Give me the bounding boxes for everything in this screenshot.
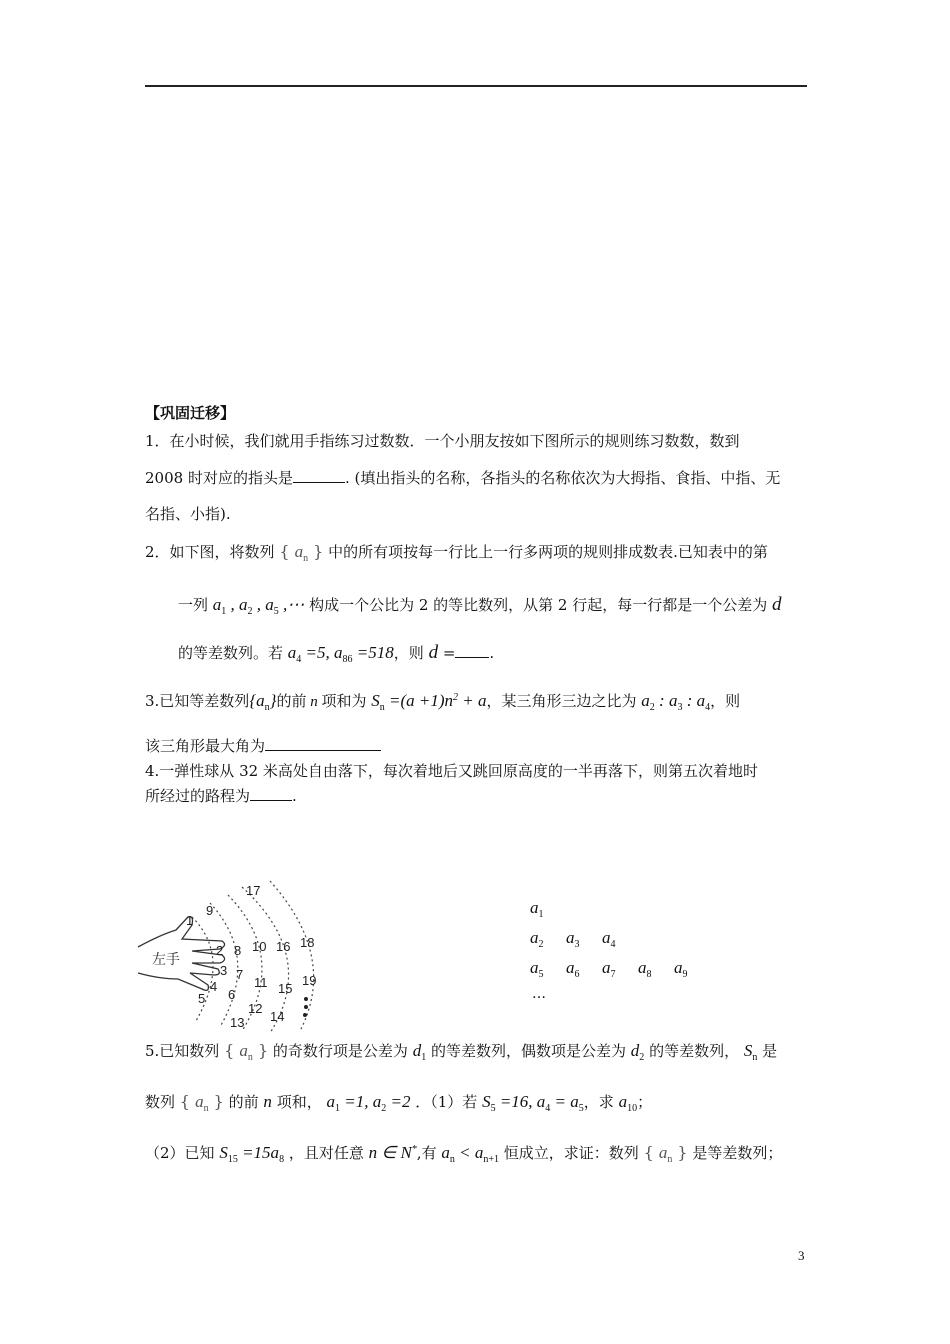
q3-line1-b: 的前: [276, 692, 307, 710]
q5-line3-a: （2）已知: [145, 1144, 215, 1162]
section-title: 【巩固迁移】: [145, 404, 236, 422]
num-15: 15: [278, 981, 293, 996]
table-a3: $a_3$: [566, 928, 580, 950]
d-symbol-2: d: [428, 642, 439, 663]
num-3: 3: [220, 963, 228, 978]
q5-line1-d: 的等差数列，: [649, 1042, 740, 1060]
num-16: 16: [276, 939, 291, 954]
num-6: 6: [228, 987, 236, 1002]
q2-line1: [145, 541, 768, 564]
q5-line3: [145, 1142, 782, 1165]
q2-line1-a: 2．如下图，将数列: [145, 543, 275, 561]
table-a9: $a_9$: [674, 958, 688, 980]
q4-line1: 4.一弹性球从 32 米高处自由落下，每次着地后又跳回原高度的一半再落下，则第五次着地时: [145, 762, 758, 780]
n-in-nstar-formula: n ∈ N*: [368, 1143, 417, 1162]
q2-line2-b: 构成一个公比为 2 的等比数列，从第 2 行起，每一行都是一个公差为: [309, 596, 768, 614]
seq-an-set: $\{a_n\}$: [249, 691, 277, 713]
num-2: 2: [216, 943, 224, 958]
num-19: 19: [302, 973, 317, 988]
q5-line3-b: ，且对任意: [288, 1144, 364, 1162]
q5-line2-a: 数列: [145, 1093, 176, 1111]
q5-line3-e: 是等差数列；: [692, 1144, 783, 1162]
ratio-formula: $a_2$ : $a_3$ : $a_4$: [641, 691, 711, 713]
n-symbol: n: [306, 694, 322, 710]
q5-line1-b: 的奇数行项是公差为: [272, 1042, 408, 1060]
part1-condition-formula: $S_5 =16$, $a_4 = a_5$: [482, 1092, 584, 1114]
q2-line3-c: .: [489, 644, 495, 662]
q5-line2: [145, 1091, 652, 1114]
q1-line2-a: 2008 时对应的指头是: [145, 469, 293, 487]
q3-line1-d: ，某三角形三边之比为: [486, 692, 637, 710]
table-a6: $a_6$: [566, 958, 580, 980]
q4-line2-b: .: [292, 787, 297, 805]
q2-answer-blank[interactable]: [455, 643, 489, 658]
q1-answer-blank[interactable]: [293, 468, 345, 483]
hand-label: 左手: [152, 951, 180, 967]
first-column-formula: $a_1$ , $a_2$ , $a_5$ ,⋯: [212, 595, 305, 617]
a10-symbol: $a_{10}$: [618, 1092, 638, 1114]
number-table-figure: [530, 898, 710, 1010]
dot-1: [304, 997, 308, 1001]
d-symbol: d: [772, 594, 782, 615]
q3-answer-blank[interactable]: [265, 736, 381, 751]
page-number: 3: [798, 1248, 805, 1263]
q2-line3: 的等差数列。若 $a_4 =5$, $a_{86} =518$，则 d = .: [178, 642, 495, 665]
num-4: 4: [210, 979, 218, 994]
q2-line3-b: ，则: [393, 644, 424, 662]
sn-symbol: $S_n$: [743, 1041, 758, 1063]
num-12: 12: [248, 1001, 263, 1016]
q3-line1-c: 项和为: [321, 692, 367, 710]
q2-line2: [178, 594, 782, 617]
q5-seq-an-2: { $a_n$ }: [179, 1092, 224, 1114]
q2-line3-a: 的等差数列。若: [178, 644, 284, 662]
q5-line1-e: 是: [762, 1042, 778, 1060]
num-5: 5: [198, 991, 206, 1006]
table-a5: $a_5$: [530, 958, 544, 980]
q5-line1: [145, 1040, 777, 1063]
q2-line1-b: 中的所有项按每一行比上一行多两项的规则排成数表.已知表中的第: [328, 543, 768, 561]
q5-line1-a: 5.已知数列: [145, 1042, 220, 1060]
table-a2: $a_2$: [530, 928, 544, 950]
q5-line2-b: 的前: [228, 1093, 259, 1111]
num-1: 1: [186, 913, 194, 928]
num-9: 9: [206, 903, 214, 918]
num-8: 8: [234, 943, 242, 958]
table-a8: $a_8$: [638, 958, 652, 980]
q1-line2-b: . (填出指头的名称，各指头的名称依次为大拇指、食指、中指、无: [344, 469, 781, 487]
dot-2: [304, 1005, 308, 1009]
q1-line3: 名指、小指).: [145, 505, 231, 523]
q5-line3-d: 恒成立，求证：数列: [503, 1144, 639, 1162]
num-7: 7: [236, 967, 244, 982]
q5-line2-e: ，求: [583, 1093, 614, 1111]
q5-line2-f: ；: [637, 1093, 653, 1111]
q3-line1: [145, 690, 740, 713]
q2-condition-formula: $a_4 =5$, $a_{86} =518$: [287, 643, 394, 665]
q3-line2: [145, 735, 381, 756]
num-17: 17: [246, 883, 261, 898]
seq-an-formula: { $a_n$ }: [279, 542, 324, 564]
table-ellipsis: …: [532, 986, 546, 1002]
dot-3: [303, 1013, 307, 1017]
num-14: 14: [270, 1009, 285, 1024]
finger-counting-figure: [130, 875, 340, 1035]
q3-line2-text: 该三角形最大角为: [145, 737, 266, 755]
d2-symbol: $d_2$: [630, 1041, 645, 1063]
q4-line2-a: 所经过的路程为: [145, 787, 251, 805]
table-a7: $a_7$: [602, 958, 616, 980]
q2-line2-a: 一列: [178, 596, 209, 614]
q5-seq-an: { $a_n$ }: [224, 1041, 269, 1063]
num-13: 13: [230, 1015, 245, 1030]
q5-line1-c: 的等差数列，偶数项是公差为: [430, 1042, 626, 1060]
q1-line2: [145, 467, 780, 488]
q3-line1-e: ，则: [710, 692, 741, 710]
q1-line1: 1．在小时候，我们就用手指练习过数数．一个小朋友按如下图所示的规则练习数数，数到: [145, 432, 740, 450]
n-symbol-2: n: [263, 1092, 272, 1111]
q4-line2: [145, 785, 297, 806]
q5-line2-d: ．（1）若: [415, 1093, 478, 1111]
q4-answer-blank[interactable]: [250, 786, 292, 801]
num-18: 18: [300, 935, 315, 950]
initial-terms-formula: $a_1 =1$, $a_2 =2$: [326, 1092, 411, 1114]
sum-formula: $S_n =(a +1)n^2 + a$: [371, 691, 487, 713]
q5-seq-an-3: { $a_n$ }: [643, 1143, 688, 1165]
d1-symbol: $d_1$: [412, 1041, 427, 1063]
num-10: 10: [252, 939, 267, 954]
q5-line2-c: 项和，: [276, 1093, 322, 1111]
monotonic-formula: $a_n < a_{n+1}$: [441, 1143, 499, 1165]
q3-line1-a: 3.已知等差数列: [145, 692, 250, 710]
table-a4: $a_4$: [602, 928, 616, 950]
header-rule: [145, 85, 807, 87]
num-11: 11: [254, 975, 268, 990]
part2-condition-formula: $S_{15} =15a_8$: [219, 1143, 285, 1165]
q5-line3-c: ,有: [416, 1144, 437, 1162]
table-a1: $a_1$: [530, 898, 544, 920]
